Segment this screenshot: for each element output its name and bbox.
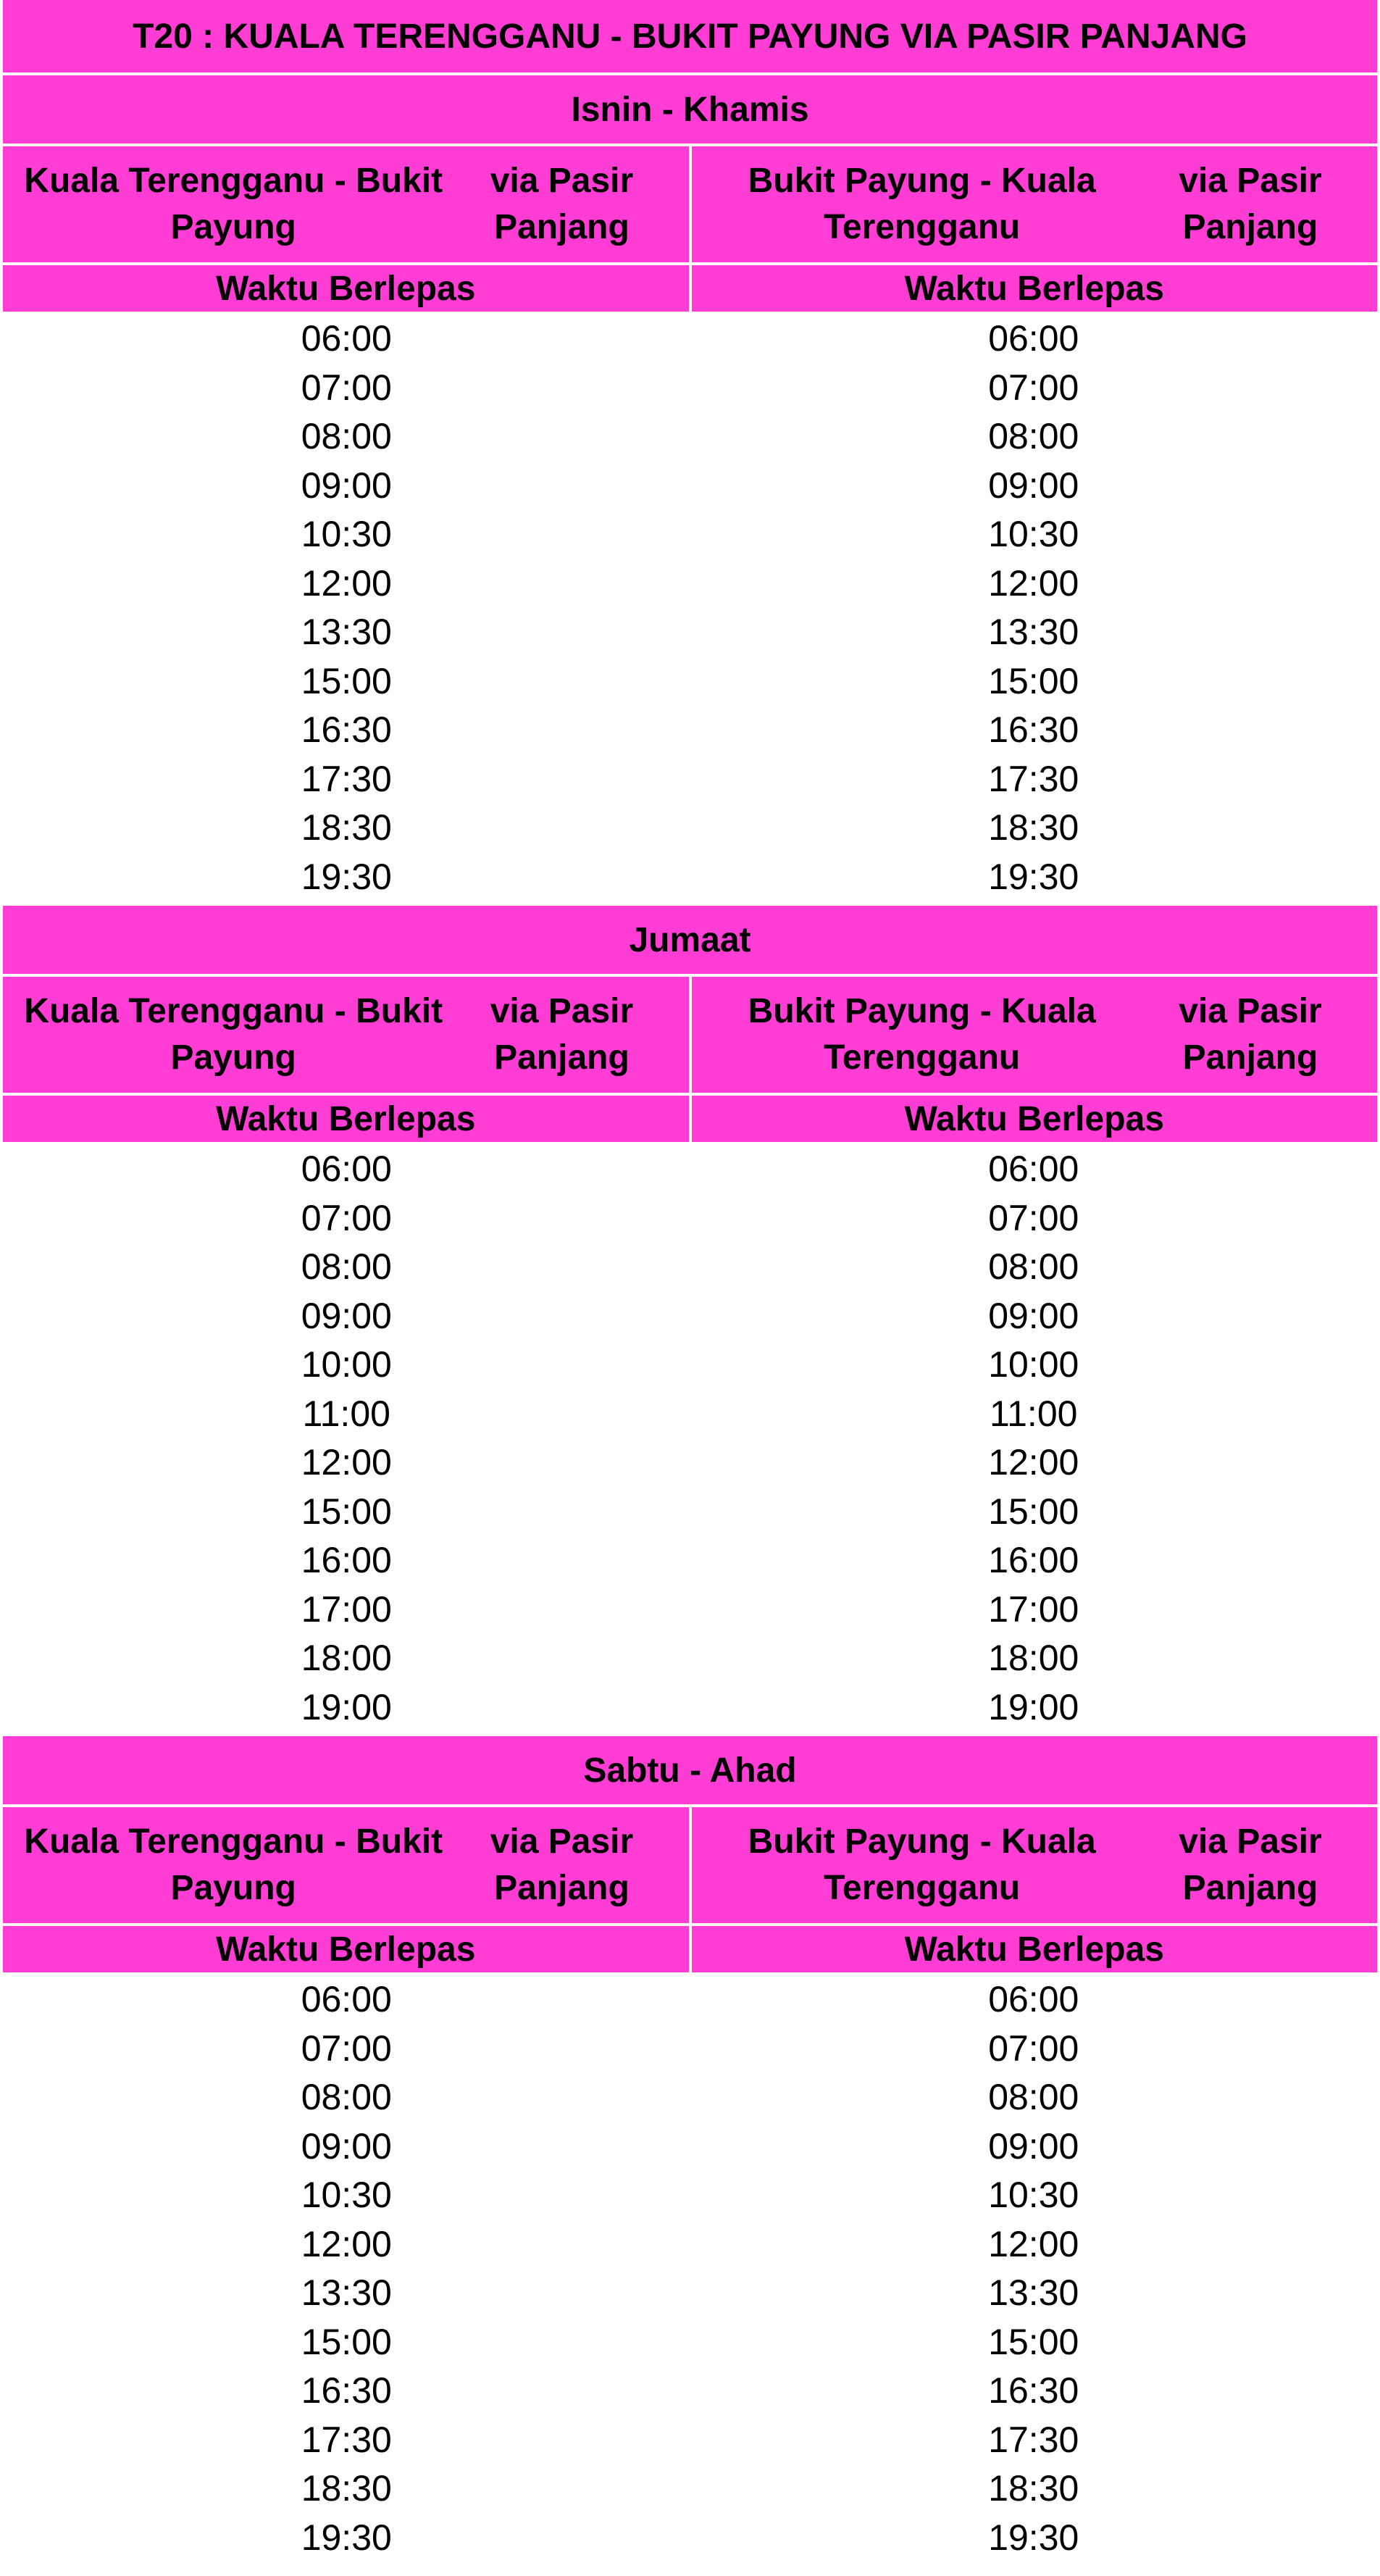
route-via: via Pasir Panjang [490, 162, 634, 246]
schedule-section [3, 906, 1377, 1736]
departure-time: 19:30 [988, 2517, 1079, 2558]
time-column [3, 314, 690, 901]
route-name: Kuala Terengganu - Bukit Payung [24, 1822, 443, 1907]
departure-time: 18:30 [301, 807, 392, 848]
page-title: T20 : KUALA TERENGGANU - BUKIT PAYUNG VIA PASIR PANJANG [3, 0, 1377, 75]
route-via: via Pasir Panjang [1179, 1822, 1322, 1907]
departure-time: 08:00 [988, 2077, 1079, 2117]
departure-time: 19:30 [988, 856, 1079, 897]
departure-time: 10:30 [301, 2175, 392, 2215]
departure-time: 13:30 [301, 612, 392, 652]
departure-time-label: Waktu Berlepas [689, 265, 1378, 312]
departure-time: 07:00 [988, 367, 1079, 408]
route-header-row [3, 977, 1377, 1096]
departure-time: 16:30 [988, 709, 1079, 750]
day-heading: Jumaat [3, 906, 1377, 977]
departure-time: 09:00 [301, 464, 392, 506]
departure-time: 15:00 [301, 1491, 392, 1532]
departure-time: 16:30 [301, 709, 392, 750]
departure-time: 17:00 [988, 1588, 1079, 1630]
route-name: Bukit Payung - Kuala Terengganu [748, 992, 1096, 1077]
departure-time-label: Waktu Berlepas [689, 1096, 1378, 1142]
departure-time: 06:00 [301, 1149, 392, 1189]
route-header-row [3, 146, 1377, 265]
departure-time: 18:30 [988, 807, 1079, 848]
departure-time: 06:00 [988, 1979, 1079, 2019]
departure-time: 06:00 [301, 1979, 392, 2019]
departure-time: 16:30 [301, 2370, 392, 2411]
departure-time: 09:00 [988, 464, 1079, 506]
departure-time: 16:00 [988, 1540, 1079, 1580]
departure-time: 18:30 [301, 2468, 392, 2509]
departure-time: 12:00 [988, 2223, 1079, 2264]
departure-header-row [3, 1096, 1377, 1142]
schedule-section [3, 1736, 1377, 2567]
time-column [3, 1975, 690, 2562]
departure-time: 09:00 [988, 1295, 1079, 1336]
departure-time: 11:00 [302, 1393, 390, 1434]
departure-time: 19:30 [301, 2517, 392, 2558]
departure-time: 13:30 [988, 2272, 1079, 2313]
departure-time: 08:00 [301, 1246, 392, 1287]
departure-time: 16:00 [301, 1540, 392, 1580]
route-via: via Pasir Panjang [1179, 992, 1322, 1077]
departure-time: 17:30 [988, 758, 1079, 799]
departure-time: 08:00 [988, 1246, 1079, 1287]
departure-time: 09:00 [301, 2125, 392, 2167]
departure-time: 17:30 [301, 758, 392, 799]
departure-time: 10:30 [988, 2175, 1079, 2215]
departure-time: 17:30 [301, 2419, 392, 2460]
departure-time: 12:00 [988, 1442, 1079, 1483]
departure-time-label: Waktu Berlepas [3, 1926, 689, 1972]
departure-time: 13:30 [988, 612, 1079, 652]
route-header [689, 1807, 1378, 1926]
departure-time-label: Waktu Berlepas [3, 1096, 689, 1142]
departure-time: 15:00 [301, 2321, 392, 2362]
departure-time: 07:00 [301, 1197, 392, 1238]
departure-time: 07:00 [301, 367, 392, 408]
timetable-sections [3, 75, 1377, 2567]
departure-time: 08:00 [988, 416, 1079, 457]
departure-time: 07:00 [988, 2027, 1079, 2069]
route-name: Bukit Payung - Kuala Terengganu [748, 1822, 1096, 1907]
departure-time: 15:00 [988, 660, 1079, 701]
departure-time: 12:00 [301, 562, 392, 604]
day-heading: Sabtu - Ahad [3, 1736, 1377, 1807]
departure-time: 10:30 [988, 514, 1079, 554]
departure-header-row [3, 1926, 1377, 1972]
departure-time-label: Waktu Berlepas [689, 1926, 1378, 1972]
departure-time: 18:00 [301, 1638, 392, 1678]
departure-time-label: Waktu Berlepas [3, 265, 689, 312]
route-header [3, 1807, 689, 1926]
route-via: via Pasir Panjang [490, 992, 634, 1077]
departure-time: 08:00 [301, 2077, 392, 2117]
time-column [3, 1145, 690, 1732]
departure-time: 06:00 [301, 318, 392, 359]
departure-time: 06:00 [988, 318, 1079, 359]
departure-time: 09:00 [301, 1295, 392, 1336]
departure-times [3, 312, 1377, 906]
departure-time: 17:30 [988, 2419, 1079, 2460]
route-name: Bukit Payung - Kuala Terengganu [748, 162, 1096, 246]
departure-time: 07:00 [301, 2027, 392, 2069]
departure-time: 19:00 [301, 1686, 392, 1727]
departure-times [3, 1142, 1377, 1736]
departure-time: 19:00 [988, 1686, 1079, 1727]
departure-time: 18:00 [988, 1638, 1079, 1678]
departure-time: 10:00 [301, 1344, 392, 1385]
route-name: Kuala Terengganu - Bukit Payung [24, 162, 443, 246]
departure-time: 07:00 [988, 1197, 1079, 1238]
departure-time: 16:30 [988, 2370, 1079, 2411]
departure-time: 10:00 [988, 1344, 1079, 1385]
departure-time: 12:00 [988, 562, 1079, 604]
departure-time: 12:00 [301, 1442, 392, 1483]
route-via: via Pasir Panjang [490, 1822, 634, 1907]
route-header [3, 977, 689, 1096]
departure-time: 17:00 [301, 1588, 392, 1630]
departure-time: 15:00 [988, 1491, 1079, 1532]
route-name: Kuala Terengganu - Bukit Payung [24, 992, 443, 1077]
time-column [690, 314, 1378, 901]
departure-time: 09:00 [988, 2125, 1079, 2167]
departure-times [3, 1972, 1377, 2567]
route-header-row [3, 1807, 1377, 1926]
route-header [3, 146, 689, 265]
departure-time: 18:30 [988, 2468, 1079, 2509]
departure-time: 10:30 [301, 514, 392, 554]
departure-time: 15:00 [301, 660, 392, 701]
time-column [690, 1975, 1378, 2562]
departure-header-row [3, 265, 1377, 312]
route-header [689, 977, 1378, 1096]
departure-time: 08:00 [301, 416, 392, 457]
time-column [690, 1145, 1378, 1732]
route-via: via Pasir Panjang [1179, 162, 1322, 246]
schedule-section [3, 75, 1377, 906]
departure-time: 11:00 [990, 1393, 1078, 1434]
departure-time: 12:00 [301, 2223, 392, 2264]
route-header [689, 146, 1378, 265]
day-heading: Isnin - Khamis [3, 75, 1377, 146]
departure-time: 13:30 [301, 2272, 392, 2313]
departure-time: 15:00 [988, 2321, 1079, 2362]
departure-time: 19:30 [301, 856, 392, 897]
departure-time: 06:00 [988, 1149, 1079, 1189]
